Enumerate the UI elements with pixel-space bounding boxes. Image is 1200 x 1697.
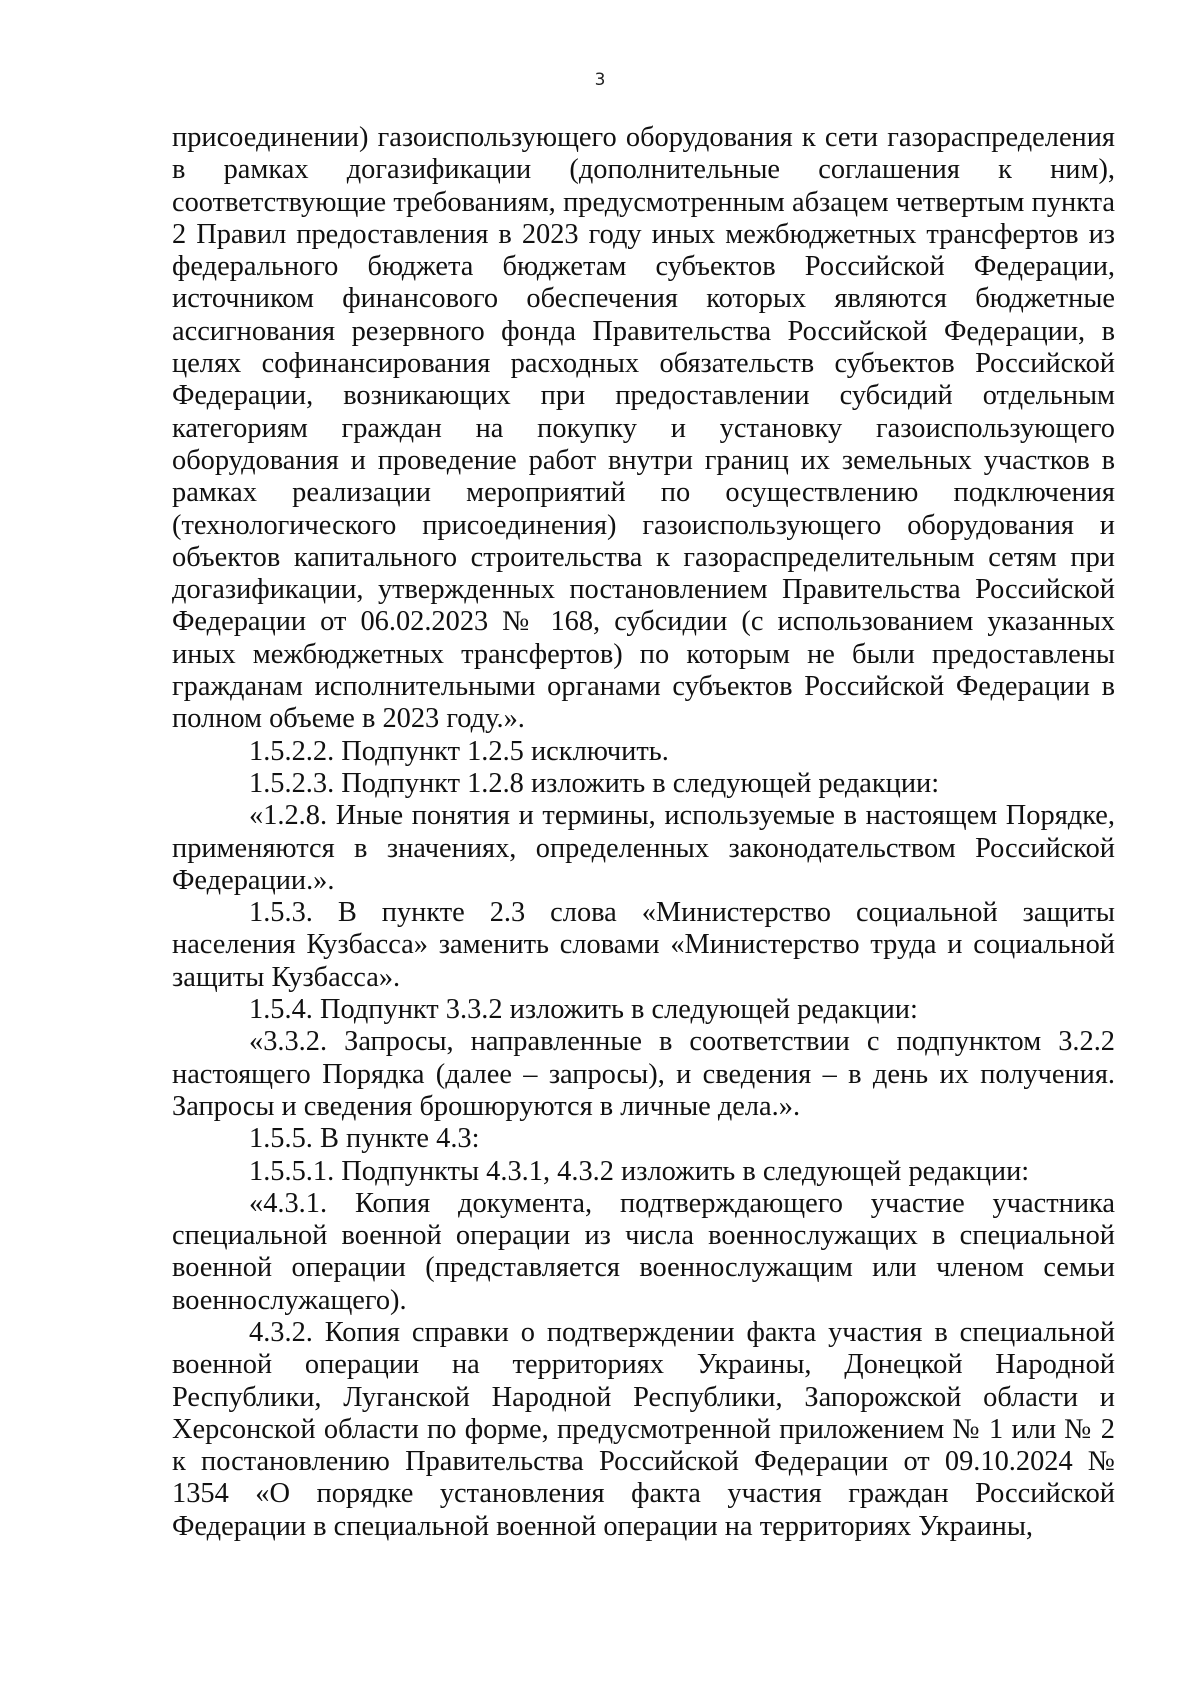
paragraph: 1.5.5. В пункте 4.3: bbox=[249, 1123, 480, 1155]
page-number: 3 bbox=[594, 70, 606, 90]
paragraph: 1.5.4. Подпункт 3.3.2 изложить в следующей редакции: bbox=[249, 994, 918, 1026]
paragraph: 1.5.5.1. Подпункты 4.3.1, 4.3.2 изложить в следующей редакции: bbox=[249, 1155, 1030, 1187]
paragraph: «1.2.8. Иные понятия и термины, используемые в настоящем Порядке, применяются в значениях, определенных законодательством Российской Федерации.». bbox=[172, 800, 1115, 896]
paragraph: «3.3.2. Запросы, направленные в соответствии с подпунктом 3.2.2 настоящего Порядка (далее – запросы), и сведения – в день их получения. Запросы и сведения брошюруются в личные дела.». bbox=[172, 1026, 1115, 1122]
paragraph: 1.5.2.2. Подпункт 1.2.5 исключить. bbox=[249, 735, 669, 767]
paragraph: 1.5.2.3. Подпункт 1.2.8 изложить в следующей редакции: bbox=[249, 767, 940, 799]
document-body bbox=[172, 122, 1115, 1543]
paragraph: присоединении) газоиспользующего оборудования к сети газораспределения в рамках догазификации (дополнительные соглашения к ним), соответствующие требованиям, предусмотренным абзацем четвертым пункта 2 Правил предоставления в 2023 году иных межбюджетных трансфертов из федерального бюджета бюджетам субъектов Российской Федерации, источником финансового обеспечения которых являются бюджетные ассигнования резервного фонда Правительства Российской Федерации, в целях софинансирования расходных обязательств субъектов Российской Федерации, возникающих при предоставлении субсидий отдельным категориям граждан на покупку и установку газоиспользующего оборудования и проведение работ внутри границ их земельных участков в рамках реализации мероприятий по осуществлению подключения (технологического присоединения) газоиспользующего оборудования и объектов капитального строительства к газораспределительным сетям при догазификации, утвержденных постановлением Правительства Российской Федерации от 06.02.2023 № 168, субсидии (с использованием указанных иных межбюджетных трансфертов) по которым не были предоставлены гражданам исполнительными органами субъектов Российской Федерации в полном объеме в 2023 году.». bbox=[172, 122, 1115, 735]
paragraph: «4.3.1. Копия документа, подтверждающего участие участника специальной военной операции из числа военнослужащих в специальной военной операции (представляется военнослужащим или членом семьи военнослужащего). bbox=[172, 1187, 1115, 1316]
paragraph: 1.5.3. В пункте 2.3 слова «Министерство социальной защиты населения Кузбасса» заменить словами «Министерство труда и социальной защиты Кузбасса». bbox=[172, 897, 1115, 993]
paragraph: 4.3.2. Копия справки о подтверждении факта участия в специальной военной операции на территориях Украины, Донецкой Народной Республики, Луганской Народной Республики, Запорожской области и Херсонской области по форме, предусмотренной приложением № 1 или № 2 к постановлению Правительства Российской Федерации от 09.10.2024 № 1354 «О порядке установления факта участия граждан Российской Федерации в специальной военной операции на территориях Украины, bbox=[172, 1316, 1115, 1542]
